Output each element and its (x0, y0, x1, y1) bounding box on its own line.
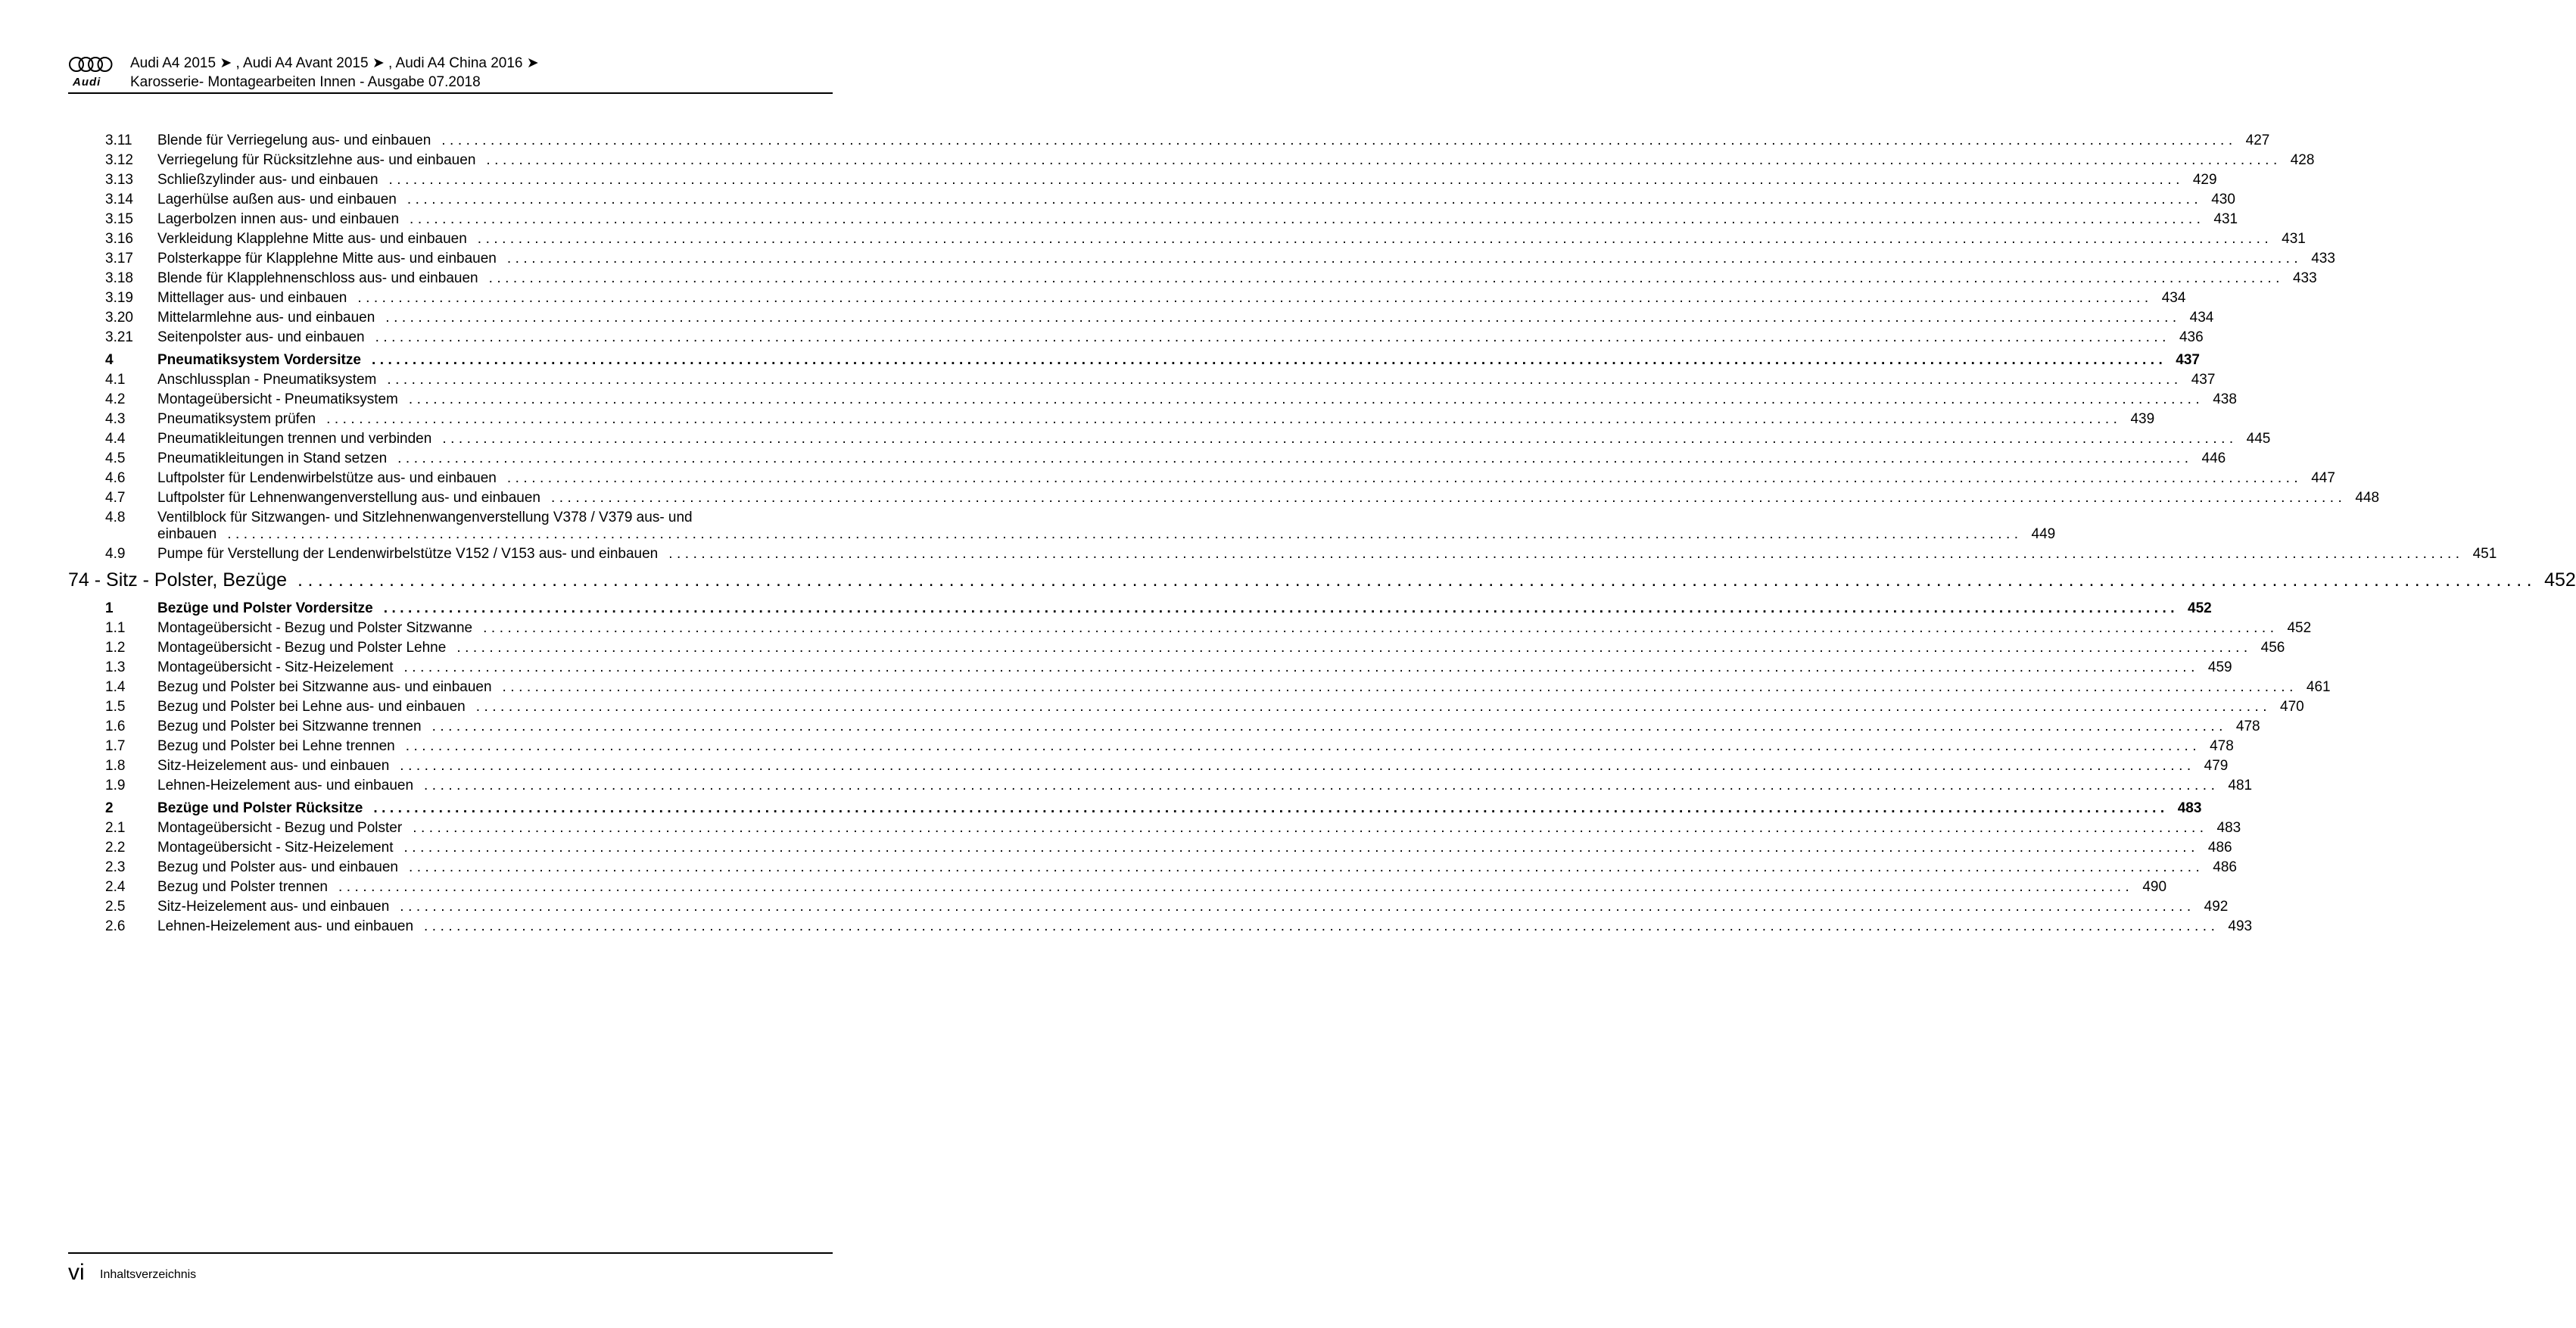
leader-dots: ............................................................................................................................................................................................................................ (297, 569, 2537, 591)
entry-number: 3.18 (105, 270, 133, 286)
leader-dots: ............................................................................................................................................................................................................................ (486, 152, 2282, 168)
leader-dots: ............................................................................................................................................................................................................................ (400, 899, 2195, 915)
leader-dots: ............................................................................................................................................................................................................................ (413, 820, 2208, 836)
entry-number: 4.1 (105, 372, 126, 388)
entry-page: 438 (2213, 391, 2237, 407)
leader-dots: ............................................................................................................................................................................................................................ (550, 490, 2347, 506)
entry-page: 445 (2246, 431, 2271, 447)
entry-title: Blende für Verriegelung aus- und einbauen (157, 132, 431, 148)
leader-dots: ............................................................................................................................................................................................................................ (431, 719, 2227, 734)
header-models: Audi A4 2015 ➤ , Audi A4 Avant 2015 ➤ , Audi A4 China 2016 ➤ (130, 55, 539, 71)
entry-page: 451 (2472, 546, 2497, 562)
leader-dots: ............................................................................................................................................................................................................................ (475, 699, 2272, 715)
entry-title: Polsterkappe für Klapplehne Mitte aus- und einbauen (157, 251, 497, 267)
entry-number: 4.3 (105, 411, 126, 427)
entry-number: 4.5 (105, 450, 126, 466)
entry-number: 2.2 (105, 840, 126, 856)
entry-title: Mittellager aus- und einbauen (157, 290, 347, 306)
leader-dots: ............................................................................................................................................................................................................................ (326, 411, 2122, 427)
leader-dots: ............................................................................................................................................................................................................................ (442, 431, 2238, 447)
entry-title: Anschlussplan - Pneumatiksystem (157, 372, 377, 388)
entry-number: 4.8 (105, 510, 126, 525)
leader-dots: ............................................................................................................................................................................................................................ (357, 290, 2153, 306)
leader-dots: ............................................................................................................................................................................................................................ (456, 640, 2252, 656)
entry-page: 427 (2245, 132, 2270, 148)
leader-dots: ............................................................................................................................................................................................................................ (483, 620, 2279, 636)
chapter-page: 452 (2544, 569, 2576, 591)
header-subtitle: Karosserie- Montagearbeiten Innen - Ausgabe 07.2018 (130, 74, 481, 90)
entry-title: Bezug und Polster bei Lehne trennen (157, 738, 395, 754)
entry-title: Lehnen-Heizelement aus- und einbauen (157, 778, 414, 793)
entry-page: 452 (2188, 600, 2212, 616)
leader-dots: ............................................................................................................................................................................................................................ (405, 738, 2201, 754)
leader-dots: ............................................................................................................................................................................................................................ (375, 329, 2170, 345)
leader-dots: ............................................................................................................................................................................................................................ (506, 251, 2303, 267)
entry-page: 439 (2130, 411, 2155, 427)
entry-title: Lagerhülse außen aus- und einbauen (157, 192, 397, 207)
leader-dots: ............................................................................................................................................................................................................................ (424, 778, 2219, 793)
leader-dots: ............................................................................................................................................................................................................................ (338, 879, 2134, 895)
entry-number: 2.1 (105, 820, 126, 836)
entry-title: Mittelarmlehne aus- und einbauen (157, 310, 375, 326)
footer-label: Inhaltsverzeichnis (100, 1268, 197, 1281)
entry-number: 3.14 (105, 192, 133, 207)
entry-number: 3.20 (105, 310, 133, 326)
entry-number: 2.6 (105, 918, 126, 934)
entry-title: Schließzylinder aus- und einbauen (157, 172, 378, 188)
entry-number: 1.9 (105, 778, 126, 793)
entry-title: Verriegelung für Rücksitzlehne aus- und einbauen (157, 152, 476, 168)
entry-title: Montageübersicht - Bezug und Polster (157, 820, 403, 836)
entry-title: Montageübersicht - Bezug und Polster Lehne (157, 640, 447, 656)
leader-dots: ............................................................................................................................................................................................................................ (227, 526, 2023, 542)
header-divider (68, 92, 833, 94)
entry-number: 2.4 (105, 879, 126, 895)
entry-page: 478 (2235, 719, 2260, 734)
entry-title: Montageübersicht - Pneumatiksystem (157, 391, 398, 407)
leader-dots: ............................................................................................................................................................................................................................ (410, 211, 2205, 227)
entry-title: Pneumatiksystem prüfen (157, 411, 316, 427)
entry-page: 447 (2311, 470, 2335, 486)
entry-page: 431 (2213, 211, 2238, 227)
entry-page: 434 (2161, 290, 2186, 306)
entry-page: 470 (2280, 699, 2304, 715)
entry-number: 3.12 (105, 152, 133, 168)
entry-page: 429 (2192, 172, 2217, 188)
page-header (68, 55, 833, 92)
leader-dots: ............................................................................................................................................................................................................................ (488, 270, 2284, 286)
entry-page: 436 (2179, 329, 2204, 345)
leader-dots: ............................................................................................................................................................................................................................ (506, 470, 2303, 486)
entry-number: 1 (105, 600, 114, 616)
entry-number: 1.8 (105, 758, 126, 774)
entry-number: 3.21 (105, 329, 133, 345)
entry-title: Bezüge und Polster Vordersitze (157, 600, 373, 616)
leader-dots: ............................................................................................................................................................................................................................ (371, 352, 2167, 368)
entry-number: 1.5 (105, 699, 126, 715)
entry-page: 433 (2292, 270, 2317, 286)
entry-page: 437 (2176, 352, 2200, 368)
entry-number: 3.19 (105, 290, 133, 306)
entry-number: 1.3 (105, 659, 126, 675)
entry-page: 483 (2216, 820, 2241, 836)
leader-dots: ............................................................................................................................................................................................................................ (403, 659, 2199, 675)
leader-dots: ............................................................................................................................................................................................................................ (397, 450, 2193, 466)
entry-number: 2.3 (105, 859, 126, 875)
entry-page: 434 (2189, 310, 2214, 326)
entry-number: 2.5 (105, 899, 126, 915)
entry-title: Pneumatikleitungen trennen und verbinden (157, 431, 432, 447)
entry-number: 1.1 (105, 620, 126, 636)
chapter-title: 74 - Sitz - Polster, Bezüge (68, 569, 288, 591)
leader-dots: ............................................................................................................................................................................................................................ (388, 172, 2184, 188)
entry-page: 430 (2211, 192, 2235, 207)
entry-title: Luftpolster für Lendenwirbelstütze aus- und einbauen (157, 470, 497, 486)
audi-rings-icon (68, 56, 114, 76)
entry-number: 4.4 (105, 431, 126, 447)
leader-dots: ............................................................................................................................................................................................................................ (424, 918, 2219, 934)
entry-title: Pumpe für Verstellung der Lendenwirbelstütze V152 / V153 aus- und einbauen (157, 546, 659, 562)
entry-page: 446 (2201, 450, 2226, 466)
entry-page: 433 (2311, 251, 2335, 267)
entry-page: 461 (2306, 679, 2331, 695)
entry-page: 490 (2142, 879, 2167, 895)
entry-number: 1.6 (105, 719, 126, 734)
entry-title: Bezug und Polster bei Sitzwanne aus- und einbauen (157, 679, 492, 695)
entry-page: 448 (2355, 490, 2380, 506)
entry-number: 1.2 (105, 640, 126, 656)
entry-number: 4.7 (105, 490, 126, 506)
entry-page: 428 (2290, 152, 2315, 168)
entry-page: 483 (2177, 800, 2202, 816)
entry-number: 3.17 (105, 251, 133, 267)
entry-title-line2: einbauen (157, 526, 217, 542)
entry-title: Bezüge und Polster Rücksitze (157, 800, 363, 816)
entry-title: Bezug und Polster bei Lehne aus- und einbauen (157, 699, 466, 715)
leader-dots: ............................................................................................................................................................................................................................ (373, 800, 2169, 816)
entry-number: 1.4 (105, 679, 126, 695)
entry-title: Verkleidung Klapplehne Mitte aus- und einbauen (157, 231, 467, 247)
entry-title: Pneumatiksystem Vordersitze (157, 352, 361, 368)
leader-dots: ............................................................................................................................................................................................................................ (400, 758, 2195, 774)
entry-page: 486 (2213, 859, 2237, 875)
entry-title: Bezug und Polster trennen (157, 879, 328, 895)
entry-title: Sitz-Heizelement aus- und einbauen (157, 758, 390, 774)
entry-page: 431 (2282, 231, 2306, 247)
entry-page: 493 (2228, 918, 2253, 934)
leader-dots: ............................................................................................................................................................................................................................ (441, 132, 2237, 148)
entry-title: Lagerbolzen innen aus- und einbauen (157, 211, 400, 227)
entry-page: 478 (2210, 738, 2234, 754)
entry-number: 2 (105, 800, 114, 816)
entry-title-line1: Ventilblock für Sitzwangen- und Sitzlehnenwangenverstellung V378 / V379 aus- und (157, 510, 693, 525)
footer-page-number: vi (68, 1260, 85, 1285)
footer-divider (68, 1252, 833, 1254)
entry-title: Montageübersicht - Sitz-Heizelement (157, 659, 394, 675)
entry-title: Sitz-Heizelement aus- und einbauen (157, 899, 390, 915)
leader-dots: ............................................................................................................................................................................................................................ (408, 391, 2204, 407)
leader-dots: ............................................................................................................................................................................................................................ (385, 310, 2181, 326)
leader-dots: ............................................................................................................................................................................................................................ (403, 840, 2199, 856)
leader-dots: ............................................................................................................................................................................................................................ (502, 679, 2297, 695)
entry-title: Blende für Klapplehnenschloss aus- und einbauen (157, 270, 478, 286)
leader-dots: ............................................................................................................................................................................................................................ (387, 372, 2182, 388)
entry-title: Seitenpolster aus- und einbauen (157, 329, 365, 345)
entry-number: 3.11 (105, 132, 132, 148)
leader-dots: ............................................................................................................................................................................................................................ (406, 192, 2203, 207)
entry-page: 459 (2207, 659, 2232, 675)
audi-logo (68, 56, 133, 89)
entry-page: 492 (2204, 899, 2229, 915)
leader-dots: ............................................................................................................................................................................................................................ (383, 600, 2179, 616)
entry-page: 486 (2207, 840, 2232, 856)
entry-title: Bezug und Polster aus- und einbauen (157, 859, 398, 875)
entry-number: 3.13 (105, 172, 133, 188)
leader-dots: ............................................................................................................................................................................................................................ (668, 546, 2464, 562)
entry-page: 481 (2228, 778, 2253, 793)
entry-number: 4.6 (105, 470, 126, 486)
toc-chapter-heading[interactable] (68, 569, 2576, 591)
leader-dots: ............................................................................................................................................................................................................................ (477, 231, 2273, 247)
entry-number: 4.9 (105, 546, 126, 562)
audi-logo-text: Audi (73, 76, 101, 89)
entry-number: 4.2 (105, 391, 126, 407)
entry-page: 452 (2287, 620, 2312, 636)
entry-number: 3.15 (105, 211, 133, 227)
entry-number: 4 (105, 352, 114, 368)
entry-page: 437 (2191, 372, 2216, 388)
entry-title: Pneumatikleitungen in Stand setzen (157, 450, 388, 466)
entry-title: Montageübersicht - Bezug und Polster Sitzwanne (157, 620, 473, 636)
leader-dots: ............................................................................................................................................................................................................................ (408, 859, 2204, 875)
entry-title: Montageübersicht - Sitz-Heizelement (157, 840, 394, 856)
entry-page: 456 (2260, 640, 2285, 656)
entry-title: Luftpolster für Lehnenwangenverstellung aus- und einbauen (157, 490, 540, 506)
entry-page: 449 (2031, 526, 2056, 542)
entry-number: 3.16 (105, 231, 133, 247)
entry-page: 479 (2204, 758, 2229, 774)
entry-title: Bezug und Polster bei Sitzwanne trennen (157, 719, 422, 734)
entry-title: Lehnen-Heizelement aus- und einbauen (157, 918, 414, 934)
entry-number: 1.7 (105, 738, 126, 754)
